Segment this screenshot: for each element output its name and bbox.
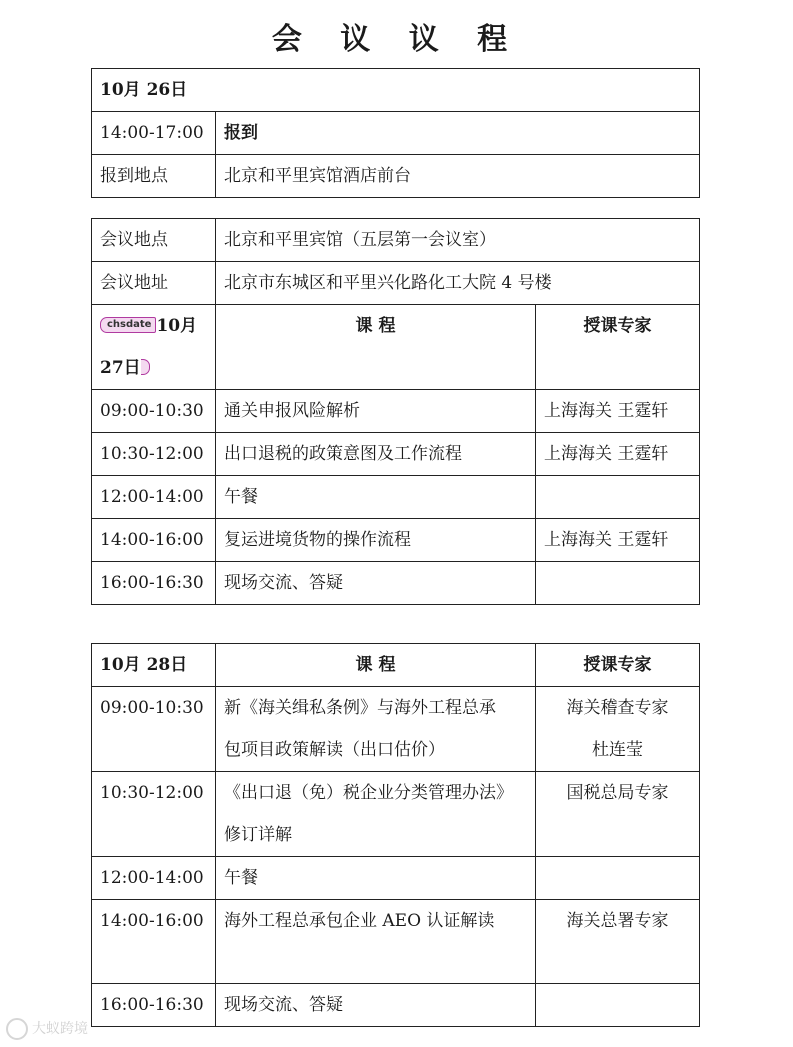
course-cell: 海外工程总承包企业 AEO 认证解读	[216, 900, 536, 984]
address-label: 会议地址	[92, 262, 216, 305]
time-cell: 10:30-12:00	[92, 772, 216, 857]
table-row	[92, 984, 700, 1027]
watermark-logo-icon	[6, 1018, 28, 1040]
table-row	[92, 687, 700, 772]
label-cell: 报到地点	[92, 155, 216, 198]
content-cell: 报到	[216, 112, 700, 155]
expert-line: 海关稽查专家	[566, 698, 669, 718]
table-row	[92, 519, 700, 562]
expert-cell	[536, 687, 700, 772]
day2-table	[91, 218, 700, 605]
course-cell	[216, 687, 536, 772]
time-cell: 14:00-16:00	[92, 900, 216, 984]
time-cell: 14:00-17:00	[92, 112, 216, 155]
time-cell: 16:00-16:30	[92, 984, 216, 1027]
day2-date-a: 10月	[156, 316, 198, 336]
venue-label: 会议地点	[92, 219, 216, 262]
expert-header: 授课专家	[536, 305, 700, 390]
time-cell: 10:30-12:00	[92, 433, 216, 476]
table-row	[92, 155, 700, 198]
course-cell: 出口退税的政策意图及工作流程	[216, 433, 536, 476]
expert-cell: 上海海关 王霆轩	[536, 433, 700, 476]
expert-cell	[536, 984, 700, 1027]
expert-cell	[536, 562, 700, 605]
course-cell	[216, 772, 536, 857]
table-row	[92, 857, 700, 900]
time-cell: 14:00-16:00	[92, 519, 216, 562]
table-row	[92, 900, 700, 984]
course-header: 课 程	[216, 644, 536, 687]
course-line: 新《海关缉私条例》与海外工程总承	[224, 698, 496, 718]
page-title: 会 议 议 程	[271, 22, 522, 57]
table-row	[92, 433, 700, 476]
course-line: 《出口退（免）税企业分类管理办法》	[224, 783, 513, 803]
course-line: 修订详解	[224, 825, 292, 845]
course-line: 包项目政策解读（出口估价）	[224, 740, 445, 760]
time-cell: 12:00-14:00	[92, 857, 216, 900]
table-row	[92, 562, 700, 605]
expert-cell: 上海海关 王霆轩	[536, 390, 700, 433]
day1-date: 10月 26日	[92, 69, 700, 112]
time-cell: 09:00-10:30	[92, 687, 216, 772]
content-cell: 北京和平里宾馆酒店前台	[216, 155, 700, 198]
day3-date: 10月 28日	[92, 644, 216, 687]
course-header: 课 程	[216, 305, 536, 390]
expert-line: 国税总局专家	[566, 783, 669, 803]
table-row	[92, 390, 700, 433]
expert-cell	[536, 857, 700, 900]
watermark-text: 大蚁跨境	[32, 1021, 88, 1037]
course-cell: 现场交流、答疑	[216, 562, 536, 605]
chsdate-tag-end	[141, 359, 150, 375]
course-cell: 午餐	[216, 476, 536, 519]
expert-line: 杜连莹	[592, 740, 643, 760]
day2-date-cell	[92, 305, 216, 390]
expert-cell: 海关总署专家	[536, 900, 700, 984]
expert-cell	[536, 772, 700, 857]
day3-table	[91, 643, 700, 1027]
table-row	[92, 112, 700, 155]
table-row	[92, 772, 700, 857]
expert-cell	[536, 476, 700, 519]
watermark	[6, 1018, 88, 1040]
time-cell: 12:00-14:00	[92, 476, 216, 519]
table-row	[92, 476, 700, 519]
expert-header: 授课专家	[536, 644, 700, 687]
course-cell: 通关申报风险解析	[216, 390, 536, 433]
course-cell: 复运进境货物的操作流程	[216, 519, 536, 562]
venue-value: 北京和平里宾馆（五层第一会议室）	[216, 219, 700, 262]
day1-table	[91, 68, 700, 198]
expert-cell: 上海海关 王霆轩	[536, 519, 700, 562]
course-cell: 午餐	[216, 857, 536, 900]
day2-date-b: 27日	[100, 358, 141, 378]
chsdate-tag: chsdate	[100, 317, 156, 333]
time-cell: 16:00-16:30	[92, 562, 216, 605]
time-cell: 09:00-10:30	[92, 390, 216, 433]
course-cell: 现场交流、答疑	[216, 984, 536, 1027]
address-value: 北京市东城区和平里兴化路化工大院 4 号楼	[216, 262, 700, 305]
